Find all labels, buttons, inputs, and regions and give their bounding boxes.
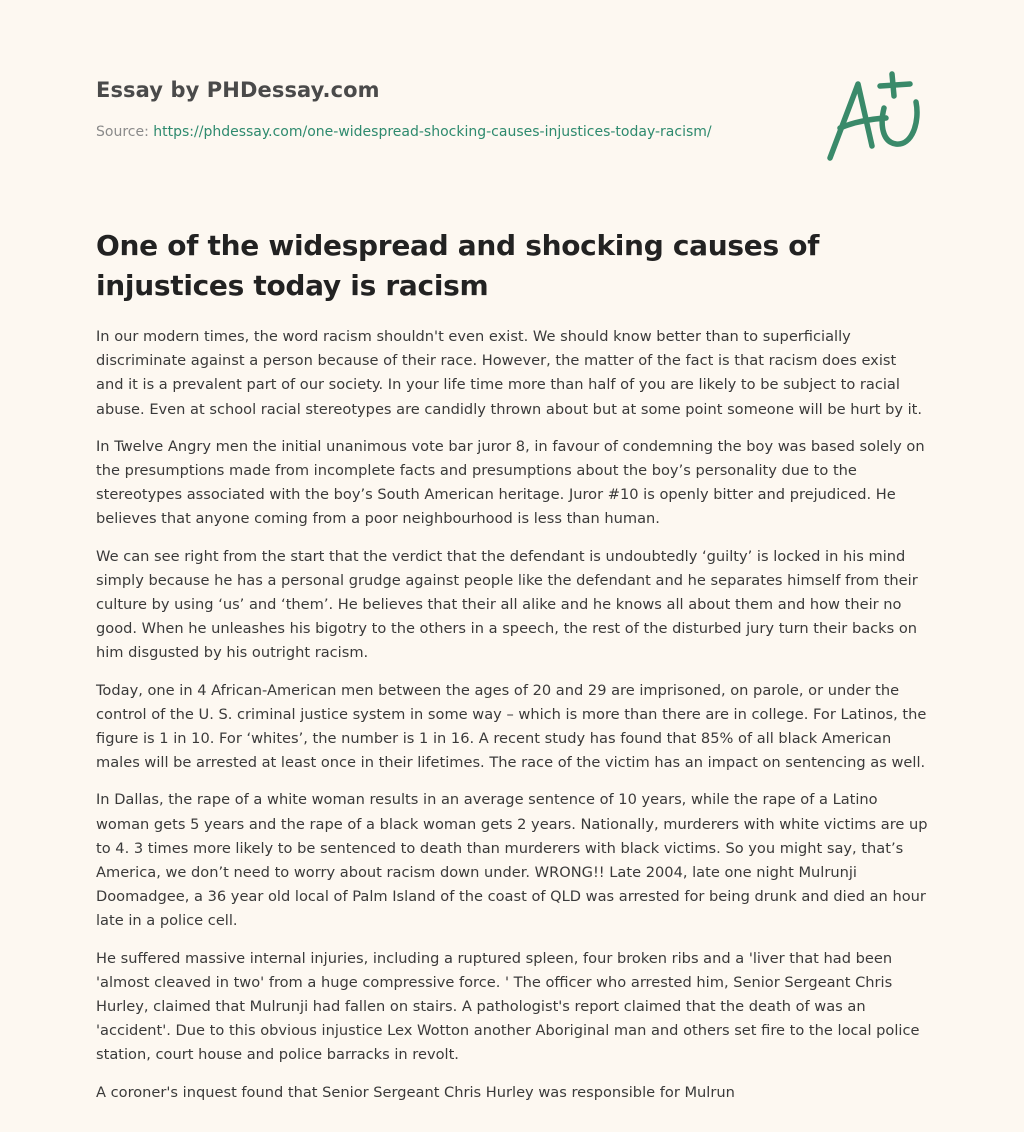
paragraph: In our modern times, the word racism shouldn't even exist. We should know better than to superficially discriminate against a person because of their race. However, the matter of the fact is that racism does exist and it is a prevalent part of our society. In your life time more than half of you are likely to be subject to racial abuse. Even at school racial stereotypes are candidly thrown about but at some point someone will be hurt by it. bbox=[96, 328, 923, 418]
source-line bbox=[96, 122, 796, 142]
paragraph: In Dallas, the rape of a white woman results in an average sentence of 10 years, while the rape of a Latino woman gets 5 years and the rape of a black woman gets 2 years. Nationally, murderers with white victims are up to 4. 3 times more likely to be sentenced to death than murderers with black victims. So you might say, that’s America, we don’t need to worry about racism down under. WRONG!! Late 2004, late one night Mulrunji Doomadgee, a 36 year old local of Palm Island of the coast of QLD was arrested for being drunk and died an hour late in a police cell. bbox=[96, 791, 928, 930]
paragraph: In Twelve Angry men the initial unanimous vote bar juror 8, in favour of condemning the boy was based solely on the presumptions made from incomplete facts and presumptions about the boy’s personality due to the stereotypes associated with the boy’s South American heritage. Juror #10 is openly bitter and prejudiced. He believes that anyone coming from a poor neighbourhood is less than human. bbox=[96, 437, 925, 528]
paragraph: We can see right from the start that the verdict that the defendant is undoubtedly ‘guilty’ is locked in his mind simply because he has a personal grudge against people like the defendant and he separates himself from their culture by using ‘us’ and ‘them’. He believes that their all alike and he knows all about them and how their no good. When he unleashes his bigotry to the others in a speech, the rest of the disturbed jury turn their backs on him disgusted by his outright racism. bbox=[96, 547, 918, 662]
source-link[interactable]: https://phdessay.com/one-widespread-shocking-causes-injustices-today-racism/ bbox=[153, 124, 712, 140]
paragraph: Today, one in 4 African-American men between the ages of 20 and 29 are imprisoned, on parole, or under the control of the U. S. criminal justice system in some way – which is more than there are in college. For Latinos, the figure is 1 in 10. For ‘whites’, the number is 1 in 16. A recent study has found that 85% of all black American males will be arrested at least once in their lifetimes. The race of the victim has an impact on sentencing as well. bbox=[96, 681, 927, 772]
a-plus-grade-icon bbox=[820, 62, 932, 170]
essay-title: One of the widespread and shocking causes of injustices today is racism bbox=[96, 229, 820, 302]
essay-header bbox=[96, 76, 796, 142]
paragraph: A coroner's inquest found that Senior Sergeant Chris Hurley was responsible for Mulrun bbox=[96, 1083, 735, 1101]
site-brand: Essay by PHDessay.com bbox=[96, 78, 380, 102]
essay-body bbox=[96, 325, 928, 1118]
paragraph: He suffered massive internal injuries, including a ruptured spleen, four broken ribs and a 'liver that had been 'almost cleaved in two' from a huge compressive force. ' The officer who arrested him, Senior Sergeant Chris Hurley, claimed that Mulrunji had fallen on stairs. A pathologist's report claimed that the death of was an 'accident'. Due to this obvious injustice Lex Wotton another Aboriginal man and others set fire to the local police station, court house and police barracks in revolt. bbox=[96, 949, 920, 1064]
source-label: Source: bbox=[96, 124, 154, 140]
